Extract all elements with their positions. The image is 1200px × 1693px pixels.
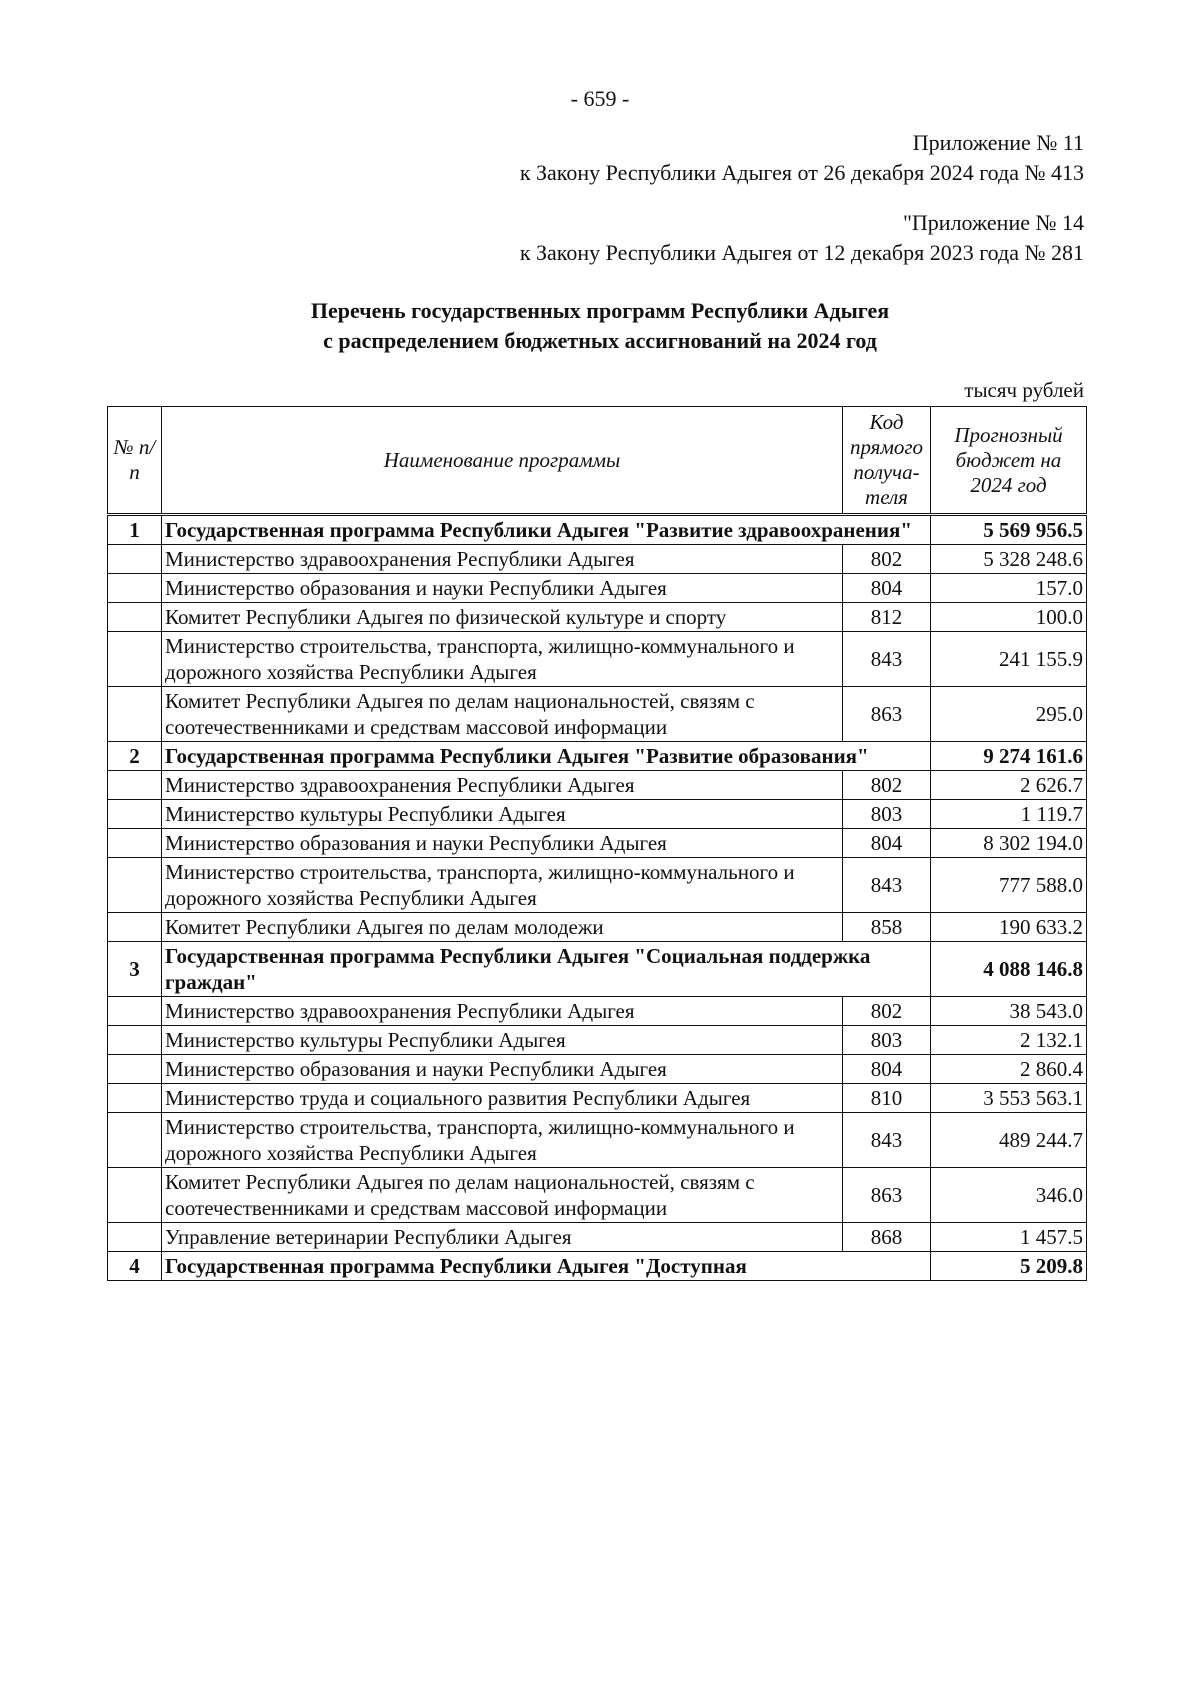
recipient-amount: 1 119.7 (931, 800, 1087, 829)
empty-cell (108, 1223, 162, 1252)
recipient-name: Министерство строительства, транспорта, жилищно-коммунального и дорожного хозяйства Республики Адыгея (162, 1113, 843, 1168)
recipient-code: 803 (843, 800, 931, 829)
recipient-amount: 241 155.9 (931, 632, 1087, 687)
recipient-code: 804 (843, 574, 931, 603)
empty-cell (108, 913, 162, 942)
appendix-current (520, 128, 1084, 188)
program-total: 9 274 161.6 (931, 742, 1087, 771)
empty-cell (108, 687, 162, 742)
recipient-name: Министерство здравоохранения Республики Адыгея (162, 997, 843, 1026)
recipient-code: 802 (843, 545, 931, 574)
table-body (108, 515, 1087, 1281)
recipient-code: 858 (843, 913, 931, 942)
recipient-name: Министерство образования и науки Республики Адыгея (162, 1055, 843, 1084)
empty-cell (108, 1026, 162, 1055)
recipient-row (108, 1223, 1087, 1252)
appendix-previous (520, 208, 1084, 268)
program-number: 1 (108, 515, 162, 545)
recipient-code: 868 (843, 1223, 931, 1252)
appendix-previous-line1: "Приложение № 14 (902, 210, 1084, 235)
recipient-row (108, 603, 1087, 632)
recipient-row (108, 771, 1087, 800)
recipient-code: 802 (843, 997, 931, 1026)
recipient-row (108, 1168, 1087, 1223)
empty-cell (108, 829, 162, 858)
program-row (108, 742, 1087, 771)
program-total: 5 569 956.5 (931, 515, 1087, 545)
recipient-row (108, 574, 1087, 603)
recipient-name: Управление ветеринарии Республики Адыгея (162, 1223, 843, 1252)
program-row (108, 1252, 1087, 1281)
recipient-name: Министерство образования и науки Республики Адыгея (162, 829, 843, 858)
recipient-row (108, 913, 1087, 942)
program-total: 5 209.8 (931, 1252, 1087, 1281)
empty-cell (108, 1113, 162, 1168)
recipient-name: Министерство труда и социального развития Республики Адыгея (162, 1084, 843, 1113)
title-line1: Перечень государственных программ Республики Адыгея (310, 298, 890, 323)
appendix-current-line1: Приложение № 11 (912, 130, 1084, 155)
recipient-amount: 2 860.4 (931, 1055, 1087, 1084)
recipient-amount: 295.0 (931, 687, 1087, 742)
recipient-amount: 157.0 (931, 574, 1087, 603)
recipient-row (108, 1084, 1087, 1113)
empty-cell (108, 1055, 162, 1084)
recipient-name: Министерство культуры Республики Адыгея (162, 800, 843, 829)
recipient-name: Министерство здравоохранения Республики Адыгея (162, 545, 843, 574)
program-name: Государственная программа Республики Адыгея "Социальная поддержка граждан" (162, 942, 931, 997)
recipient-code: 843 (843, 1113, 931, 1168)
recipient-code: 804 (843, 829, 931, 858)
document-title (0, 296, 1200, 356)
empty-cell (108, 1084, 162, 1113)
recipient-row (108, 997, 1087, 1026)
recipient-amount: 2 626.7 (931, 771, 1087, 800)
recipient-code: 810 (843, 1084, 931, 1113)
recipient-row (108, 1026, 1087, 1055)
recipient-amount: 190 633.2 (931, 913, 1087, 942)
recipient-row (108, 545, 1087, 574)
recipient-row (108, 687, 1087, 742)
appendix-current-line2: к Закону Республики Адыгея от 26 декабря 2024 года № 413 (519, 160, 1084, 185)
recipient-amount: 489 244.7 (931, 1113, 1087, 1168)
recipient-code: 863 (843, 1168, 931, 1223)
recipient-name: Министерство образования и науки Республики Адыгея (162, 574, 843, 603)
recipient-name: Комитет Республики Адыгея по делам молодежи (162, 913, 843, 942)
recipient-code: 804 (843, 1055, 931, 1084)
recipient-row (108, 1055, 1087, 1084)
empty-cell (108, 632, 162, 687)
recipient-code: 803 (843, 1026, 931, 1055)
recipient-name: Комитет Республики Адыгея по физической культуре и спорту (162, 603, 843, 632)
recipient-name: Комитет Республики Адыгея по делам национальностей, связям с соотечественниками и средствам массовой информации (162, 687, 843, 742)
program-number: 4 (108, 1252, 162, 1281)
table-header-row (108, 407, 1087, 515)
recipient-row (108, 829, 1087, 858)
recipient-amount: 346.0 (931, 1168, 1087, 1223)
empty-cell (108, 800, 162, 829)
empty-cell (108, 603, 162, 632)
header-name: Наименование программы (162, 407, 843, 515)
empty-cell (108, 771, 162, 800)
empty-cell (108, 997, 162, 1026)
program-total: 4 088 146.8 (931, 942, 1087, 997)
program-row (108, 942, 1087, 997)
recipient-row (108, 858, 1087, 913)
recipient-name: Министерство культуры Республики Адыгея (162, 1026, 843, 1055)
recipient-name: Министерство здравоохранения Республики Адыгея (162, 771, 843, 800)
empty-cell (108, 574, 162, 603)
appendix-previous-line2: к Закону Республики Адыгея от 12 декабря 2023 года № 281 (519, 240, 1084, 265)
recipient-amount: 38 543.0 (931, 997, 1087, 1026)
empty-cell (108, 545, 162, 574)
recipient-name: Комитет Республики Адыгея по делам национальностей, связям с соотечественниками и средствам массовой информации (162, 1168, 843, 1223)
program-name: Государственная программа Республики Адыгея "Доступная (162, 1252, 931, 1281)
title-line2: с распределением бюджетных ассигнований на 2024 год (323, 328, 877, 353)
page-number: - 659 - (570, 86, 630, 111)
recipient-amount: 777 588.0 (931, 858, 1087, 913)
recipient-row (108, 800, 1087, 829)
empty-cell (108, 858, 162, 913)
recipient-name: Министерство строительства, транспорта, жилищно-коммунального и дорожного хозяйства Республики Адыгея (162, 632, 843, 687)
program-number: 3 (108, 942, 162, 997)
recipient-code: 802 (843, 771, 931, 800)
recipient-row (108, 632, 1087, 687)
units-label: тысяч рублей (964, 378, 1084, 402)
program-name: Государственная программа Республики Адыгея "Развитие здравоохранения" (162, 515, 931, 545)
recipient-row (108, 1113, 1087, 1168)
program-row (108, 515, 1087, 545)
recipient-code: 843 (843, 858, 931, 913)
recipient-amount: 2 132.1 (931, 1026, 1087, 1055)
header-budget: Прогнозный бюджет на 2024 год (931, 407, 1087, 515)
recipient-code: 863 (843, 687, 931, 742)
recipient-amount: 5 328 248.6 (931, 545, 1087, 574)
recipient-amount: 3 553 563.1 (931, 1084, 1087, 1113)
empty-cell (108, 1168, 162, 1223)
recipient-amount: 100.0 (931, 603, 1087, 632)
recipient-amount: 1 457.5 (931, 1223, 1087, 1252)
recipient-code: 812 (843, 603, 931, 632)
header-code: Код прямого получа-теля (843, 407, 931, 515)
budget-table (107, 406, 1087, 1281)
header-num: № п/п (108, 407, 162, 515)
recipient-code: 843 (843, 632, 931, 687)
recipient-amount: 8 302 194.0 (931, 829, 1087, 858)
program-number: 2 (108, 742, 162, 771)
program-name: Государственная программа Республики Адыгея "Развитие образования" (162, 742, 931, 771)
recipient-name: Министерство строительства, транспорта, жилищно-коммунального и дорожного хозяйства Республики Адыгея (162, 858, 843, 913)
